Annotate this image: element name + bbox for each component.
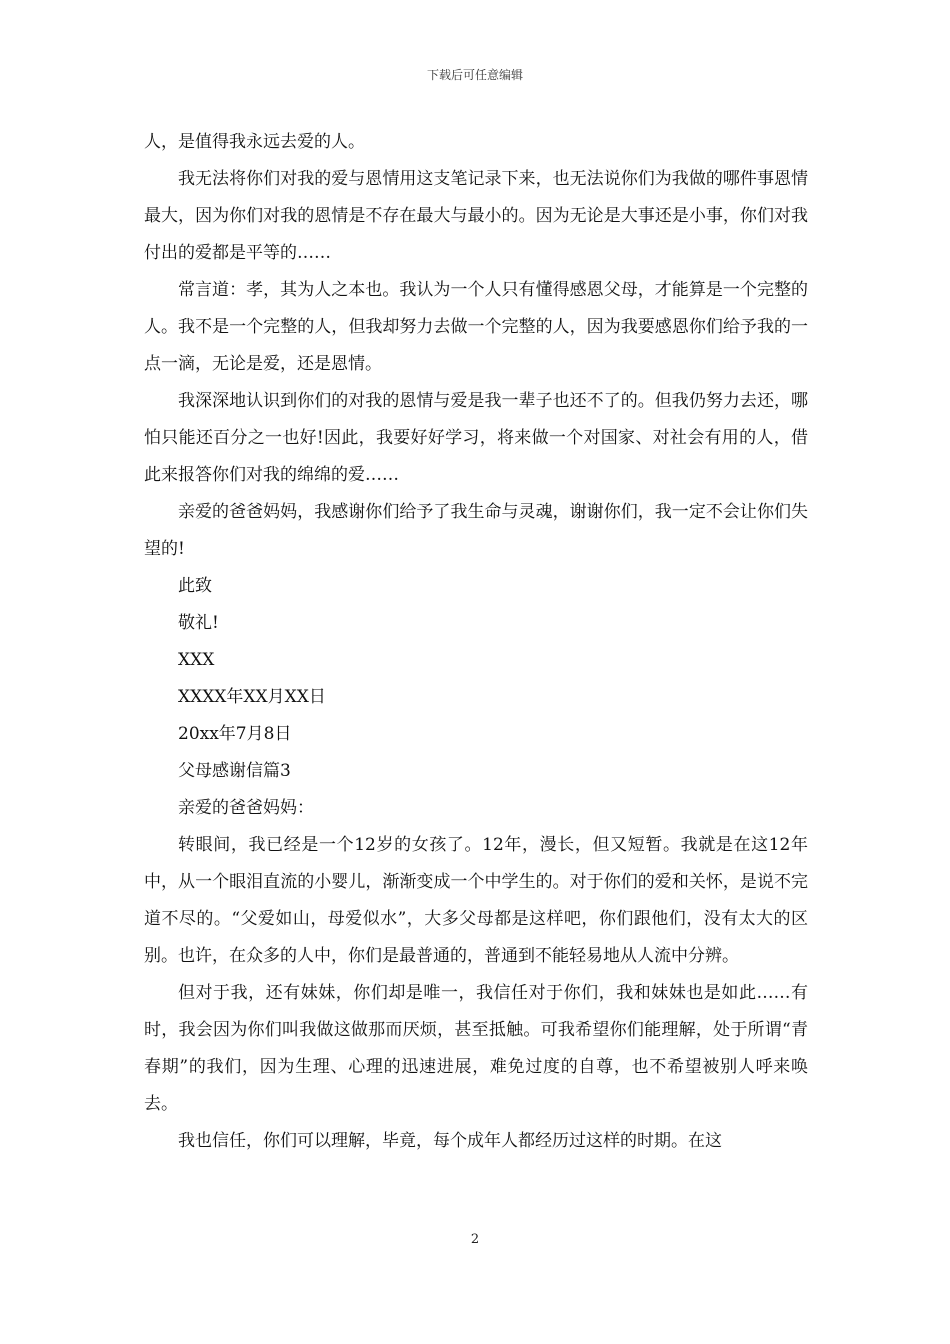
paragraph: 转眼间，我已经是一个12岁的女孩了。12年，漫长，但又短暂。我就是在这12年中，从一个眼泪直流的小婴儿，渐渐变成一个中学生的。对于你们的爱和关怀，是说不完道不尽的。“父爱如山，母爱似水”，大多父母都是这样吧，你们跟他们，没有太大的区别。也许，在众多的人中，你们是最普通的，普通到不能轻易地从人流中分辨。: [144, 835, 808, 966]
paragraph: 常言道：孝，其为人之本也。我认为一个人只有懂得感恩父母，才能算是一个完整的人。我不是一个完整的人，但我却努力去做一个完整的人，因为我要感恩你们给予我的一点一滴，无论是爱，还是恩情。: [144, 280, 808, 374]
paragraph: 亲爱的爸爸妈妈，我感谢你们给予了我生命与灵魂，谢谢你们，我一定不会让你们失望的!: [144, 502, 808, 559]
signature-date-placeholder: XXXX年XX月XX日: [178, 687, 326, 707]
closing-regards: 敬礼!: [178, 613, 219, 633]
letter-greeting: 亲爱的爸爸妈妈：: [178, 798, 314, 818]
document-body: [144, 124, 808, 1160]
paragraph: 我深深地认识到你们的对我的恩情与爱是我一辈子也还不了的。但我仍努力去还，哪怕只能还百分之一也好!因此，我要好好学习，将来做一个对国家、对社会有用的人，借此来报答你们对我的绵绵的爱……: [144, 391, 808, 485]
signature-name: XXX: [178, 650, 215, 670]
paragraph-continuation: 人，是值得我永远去爱的人。: [144, 132, 365, 152]
paragraph: 我也信任，你们可以理解，毕竟，每个成年人都经历过这样的时期。在这: [178, 1131, 722, 1151]
section-title: 父母感谢信篇3: [178, 761, 291, 781]
signature-date: 20xx年7月8日: [178, 724, 292, 744]
paragraph: 我无法将你们对我的爱与恩情用这支笔记录下来，也无法说你们为我做的哪件事恩情最大，因为你们对我的恩情是不存在最大与最小的。因为无论是大事还是小事，你们对我付出的爱都是平等的……: [144, 169, 808, 263]
page-number: 2: [470, 1232, 480, 1247]
paragraph: 但对于我，还有妹妹，你们却是唯一，我信任对于你们，我和妹妹也是如此……有时，我会因为你们叫我做这做那而厌烦，甚至抵触。可我希望你们能理解，处于所谓“青春期”的我们，因为生理、心理的迅速进展，难免过度的自尊，也不希望被别人呼来唤去。: [144, 983, 808, 1114]
closing-salutation: 此致: [178, 576, 212, 596]
page-header: 下载后可任意编辑: [426, 68, 523, 82]
